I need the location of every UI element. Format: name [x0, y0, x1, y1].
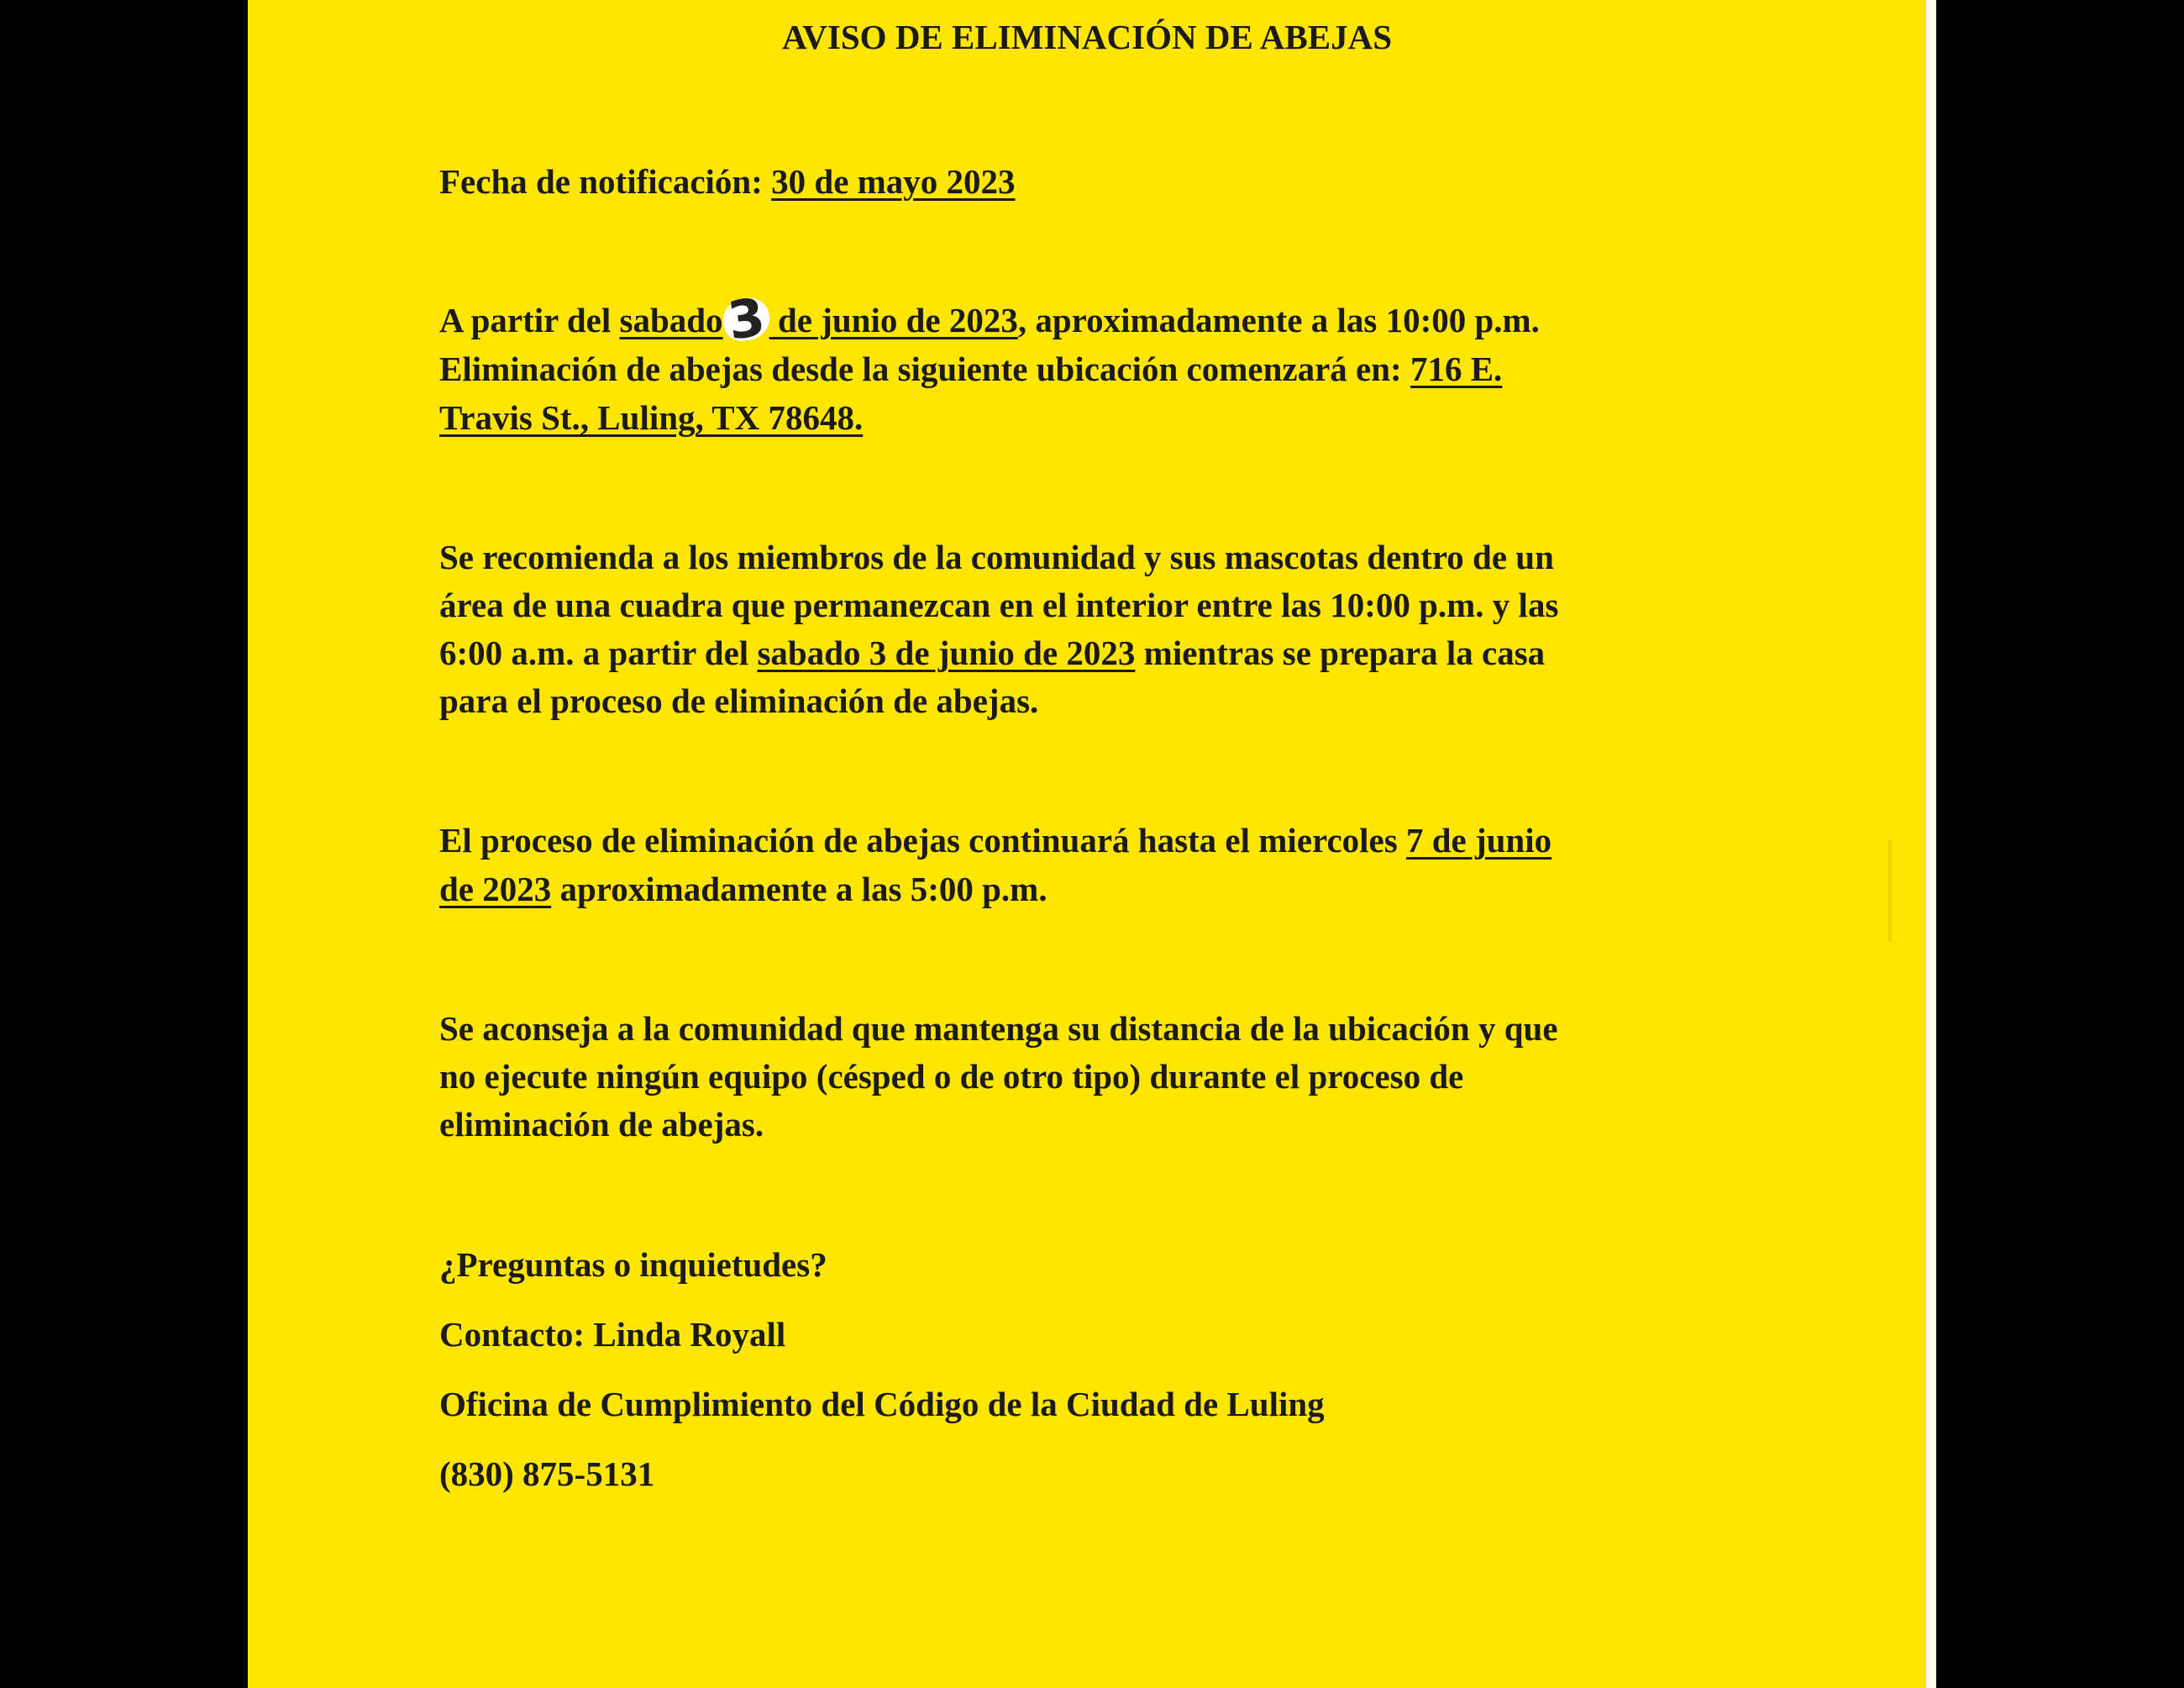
- contact-phone: (830) 875-5131: [439, 1454, 655, 1493]
- notice-date-line: [439, 158, 1016, 206]
- p2-line4: para el proceso de eliminación de abejas.: [439, 681, 1039, 720]
- p2-line3-prefix: 6:00 a.m. a partir del: [439, 634, 758, 672]
- page-edge: [1926, 0, 1936, 1688]
- notice-title: AVISO DE ELIMINACIÓN DE ABEJAS: [781, 18, 1393, 56]
- handwritten-day-number: 3: [720, 295, 772, 343]
- contact-office: Oficina de Cumplimiento del Código de la Ciudad de Luling: [439, 1385, 1325, 1423]
- location-line: [439, 345, 1502, 393]
- p3-line2-suffix: aproximadamente a las 5:00 p.m.: [551, 870, 1047, 908]
- start-day: sabado: [619, 301, 723, 339]
- start-date-underlined: [619, 286, 1018, 352]
- address-part2: Travis St., Luling, TX 78648.: [439, 398, 864, 437]
- address-part1: 716 E.: [1410, 350, 1503, 388]
- p2-line3: [439, 629, 1545, 677]
- address-line: [439, 394, 863, 442]
- start-prefix: A partir del: [439, 301, 620, 339]
- p4-line3: eliminación de abejas.: [439, 1105, 764, 1144]
- start-date-line: [439, 286, 1540, 352]
- p3-date-part2: de 2023: [439, 870, 552, 908]
- p3-line1: [439, 817, 1551, 865]
- p4-line2: no ejecute ningún equipo (césped o de otro tipo) durante el proceso de: [439, 1057, 1464, 1096]
- scan-mark: [1888, 840, 1892, 941]
- p2-date: sabado 3 de junio de 2023: [757, 634, 1136, 672]
- location-text: Eliminación de abejas desde la siguiente ubicación comenzará en:: [439, 350, 1410, 388]
- start-date-rest: de junio de 2023: [769, 301, 1018, 339]
- p2-line1: Se recomienda a los miembros de la comunidad y sus mascotas dentro de un: [439, 538, 1554, 576]
- p3-date-part1: 7 de junio: [1405, 821, 1552, 860]
- p3-line1-prefix: El proceso de eliminación de abejas continuará hasta el miercoles: [439, 821, 1406, 860]
- p2-line2: área de una cuadra que permanezcan en el interior entre las 10:00 p.m. y las: [439, 586, 1559, 624]
- questions-heading: ¿Preguntas o inquietudes?: [439, 1245, 827, 1284]
- contact-person: Contacto: Linda Royall: [439, 1315, 786, 1354]
- p3-line2: [439, 865, 1047, 913]
- notice-date-label: Fecha de notificación:: [439, 162, 763, 201]
- start-time: , aproximadamente a las 10:00 p.m.: [1017, 301, 1540, 339]
- p2-line3-suffix: mientras se prepara la casa: [1135, 634, 1546, 672]
- p4-line1: Se aconseja a la comunidad que mantenga su distancia de la ubicación y que: [439, 1009, 1558, 1048]
- notice-date-value: 30 de mayo 2023: [771, 162, 1016, 201]
